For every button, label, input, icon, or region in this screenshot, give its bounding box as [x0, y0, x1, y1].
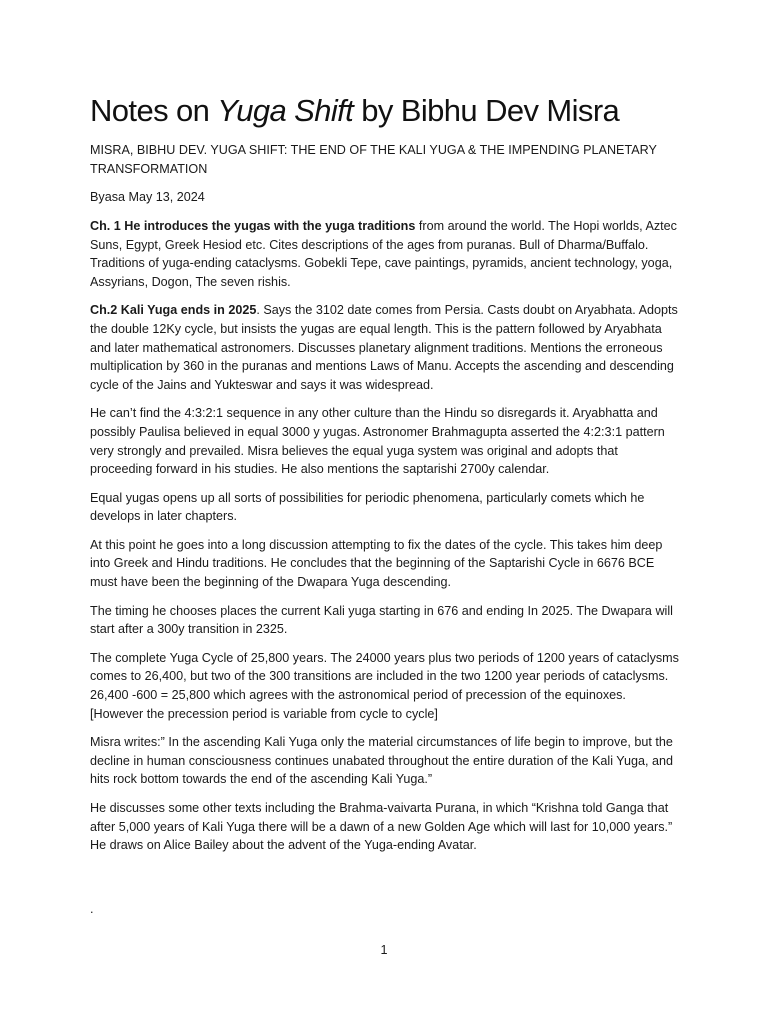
chapter-1-paragraph — [90, 217, 680, 291]
body-paragraph: He can’t find the 4:3:2:1 sequence in any other culture than the Hindu so disregards it. Aryabhatta and possibly Paulisa believed in equal 3000 y yugas. Astronomer Brahmagupta asserted the 4:2:3:1 pattern very strongly and prevailed. Misra believes the equal yuga system was original and adopts that proceeding forward in his studies. He also mentions the saptarishi 2700y calendar. — [90, 406, 665, 477]
page-title — [90, 92, 680, 129]
title-prefix: Notes on — [90, 93, 218, 128]
trailing-mark: . — [90, 902, 94, 916]
document-subtitle: MISRA, BIBHU DEV. YUGA SHIFT: THE END OF THE KALI YUGA & THE IMPENDING PLANETARY TRANSFORMATION — [90, 143, 657, 176]
chapter-1-text: from around the world. The Hopi worlds, Aztec Suns, Egypt, Greek Hesiod etc. Cites descriptions of the ages from puranas. Bull of Dharma/Buffalo. Traditions of yuga-ending cataclysms. Gobekli Tepe, cave paintings, pyramids, ancient technology, yoga, Assyrians, Dogon, The seven rishis. — [90, 218, 677, 289]
title-book-name: Yuga Shift — [217, 93, 354, 128]
body-paragraph: Misra writes:” In the ascending Kali Yuga only the material circumstances of life begin to improve, but the decline in human consciousness continues unabated throughout the entire duration of the Kali Yuga, and hits rock bottom towards the end of the ascending Kali Yuga.” — [90, 735, 673, 787]
chapter-2-paragraph — [90, 301, 680, 394]
body-paragraph: Equal yugas opens up all sorts of possibilities for periodic phenomena, particularly comets which he develops in later chapters. — [90, 490, 645, 524]
chapter-1-heading: Ch. 1 He introduces the yugas with the yuga traditions — [90, 218, 416, 233]
title-author: by Bibhu Dev Misra — [353, 93, 620, 128]
document-page — [90, 92, 680, 865]
body-paragraph: He discusses some other texts including the Brahma-vaivarta Purana, in which “Krishna told Ganga that after 5,000 years of Kali Yuga there will be a dawn of a new Golden Age which will last for 10,000 years.” He draws on Alice Bailey about the advent of the Yuga-ending Avatar. — [90, 801, 673, 853]
document-byline: Byasa May 13, 2024 — [90, 190, 205, 205]
body-paragraph: At this point he goes into a long discussion attempting to fix the dates of the cycle. This takes him deep into Greek and Hindu traditions. He concludes that the beginning of the Saptarishi Cycle in 6676 BCE must have been the beginning of the Dwapara Yuga descending. — [90, 537, 663, 590]
page-number: 1 — [380, 943, 388, 957]
body-paragraph: The complete Yuga Cycle of 25,800 years. The 24000 years plus two periods of 1200 years of cataclysms comes to 26,400, but two of the 300 transitions are included in the two 1200 year periods of cataclysms. 26,400 -600 = 25,800 which agrees with the astronomical period of precession of the equinoxes. [However the precession period is variable from cycle to cycle] — [90, 650, 679, 721]
chapter-2-text: . Says the 3102 date comes from Persia. Casts doubt on Aryabhata. Adopts the double 12Ky cycle, but insists the yugas are equal length. This is the pattern followed by Aryabhata and later mathematical astronomers. Discusses planetary alignment traditions. Mentions the erroneous multiplication by 360 in the puranas and mentions Laws of Manu. Accepts the ascending and descending cycle of the Jains and Yukteswar and says it was widespread. — [90, 303, 678, 392]
chapter-2-heading: Ch.2 Kali Yuga ends in 2025 — [90, 303, 257, 318]
body-paragraph: The timing he chooses places the current Kali yuga starting in 676 and ending In 2025. The Dwapara will start after a 300y transition in 2325. — [90, 603, 673, 637]
